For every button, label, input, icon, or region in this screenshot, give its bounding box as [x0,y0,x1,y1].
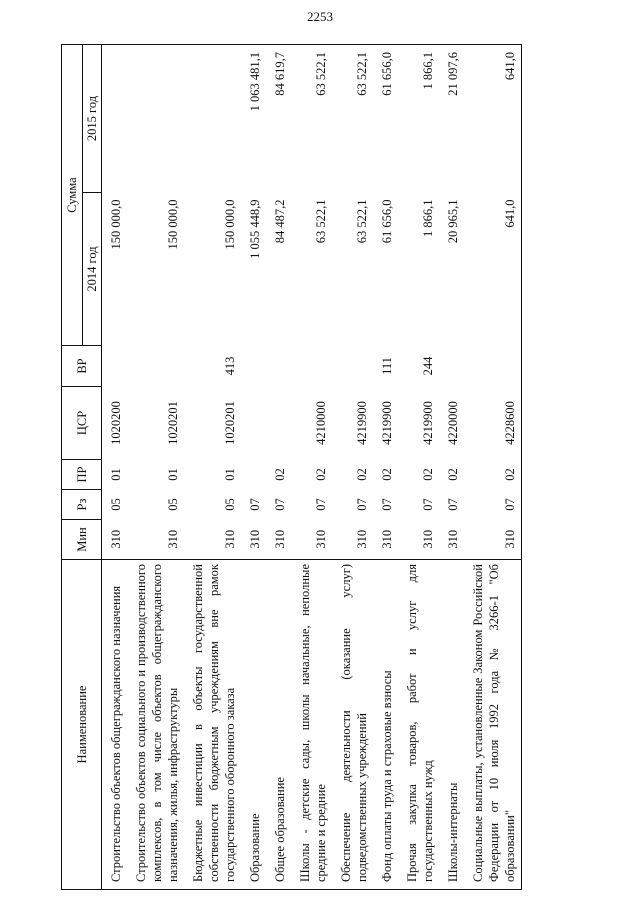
row-min: 310 [273,529,287,549]
header-rz: Рз [62,490,102,520]
row-2015: 84 619,7 [266,45,291,193]
row-2015: 1 063 481,1 [241,45,266,193]
row-rz: 05 [223,498,237,511]
row-csr: 1020200 [109,401,123,445]
row-min: 310 [355,529,369,549]
row-name: Школы - детские сады, школы начальные, неполные средние и средние [291,560,332,890]
row-min: 310 [223,529,237,549]
table-row [291,45,332,890]
table-row [464,45,522,890]
row-rz: 05 [166,498,180,511]
row-rz: 07 [314,498,328,511]
row-min: 310 [380,529,394,549]
table-row [266,45,291,890]
row-vr [439,346,464,387]
row-csr: 4219900 [380,401,394,445]
row-rz: 07 [446,498,460,511]
row-pr: 01 [223,468,237,481]
row-2015: 21 097,6 [439,45,464,193]
row-vr [241,346,266,387]
row-csr [266,387,291,460]
row-name: Строительство объектов социального и производственного комплексов, в том числе объектов общегражданского назначения, жилья, инфраструктуры [127,560,184,890]
header-csr: ЦСР [62,387,102,460]
row-name: Обеспечение деятельности (оказание услуг) подведомственных учреждений [332,560,373,890]
row-vr [102,346,128,387]
row-pr: 02 [355,468,369,481]
table-row [332,45,373,890]
row-csr: 4219900 [355,401,369,445]
table-header [62,45,102,890]
row-pr: 01 [166,468,180,481]
row-pr: 02 [464,460,522,490]
row-rz: 07 [273,498,287,511]
row-2014: 63 522,1 [314,199,328,244]
row-2015 [184,45,241,193]
row-min: 310 [421,529,435,549]
row-2014: 20 965,1 [446,199,460,244]
row-2015: 641,0 [464,45,522,193]
table-row [439,45,464,890]
row-rz: 05 [109,498,123,511]
row-vr [127,346,184,387]
row-2015: 63 522,1 [332,45,373,193]
row-name: Фонд оплаты труда и страховые взносы [373,560,398,890]
row-vr [266,346,291,387]
row-pr: 02 [314,468,328,481]
row-2015 [127,45,184,193]
row-csr: 1020201 [223,401,237,445]
table-row [127,45,184,890]
page-number: 2253 [307,9,333,24]
row-csr: 4220000 [446,401,460,445]
header-2014: 2014 год [83,193,102,346]
row-min: 310 [314,529,328,549]
row-rz: 07 [248,498,262,511]
header-sum: Сумма [62,45,83,346]
table-body [102,45,522,890]
row-vr [332,346,373,387]
row-2014: 150 000,0 [109,199,123,250]
row-vr: 244 [421,356,435,376]
budget-table [61,44,522,890]
row-pr: 02 [446,468,460,481]
header-pr: ПР [62,460,102,490]
row-min: 310 [248,529,262,549]
row-2015: 61 656,0 [373,45,398,193]
row-min: 310 [446,529,460,549]
row-pr: 02 [421,468,435,481]
row-rz: 07 [355,498,369,511]
row-name: Социальные выплаты, установленные Законом Российской Федерации от 10 июля 1992 года № 3266-1 "Об образовании" [464,560,522,890]
row-2014: 1 866,1 [421,199,435,237]
row-csr: 4228600 [464,387,522,460]
row-name: Общее образование [266,560,291,890]
row-csr: 4210000 [314,401,328,445]
row-2015 [102,45,128,193]
row-2014: 84 487,2 [273,199,287,244]
row-vr [291,346,332,387]
row-rz: 07 [421,498,435,511]
row-rz: 07 [464,490,522,520]
row-2014: 641,0 [464,193,522,346]
table-row [184,45,241,890]
row-2015: 63 522,1 [291,45,332,193]
row-rz: 07 [380,498,394,511]
row-csr: 1020201 [166,401,180,445]
row-vr: 111 [380,357,394,375]
row-pr: 01 [109,468,123,481]
row-pr: 02 [273,468,287,481]
row-csr: 4219900 [421,401,435,445]
row-vr [464,346,522,387]
header-vr: ВР [62,346,102,387]
table-row [373,45,398,890]
row-vr: 413 [223,356,237,376]
row-2014: 150 000,0 [223,199,237,250]
header-name: Наименование [62,560,102,890]
row-name: Школы-интернаты [439,560,464,890]
row-min: 310 [464,520,522,560]
row-2014: 1 055 448,9 [248,199,262,259]
row-2014: 63 522,1 [355,199,369,244]
row-name: Прочая закупка товаров, работ и услуг для государственных нужд [398,560,439,890]
row-name: Бюджетные инвестиции в объекты государственной собственности бюджетным учреждениям вне рамок государственного оборонного заказа [184,560,241,890]
table-row [102,45,128,890]
rotated-page-content [61,45,592,890]
header-min: Мин [62,520,102,560]
row-pr [241,460,266,490]
row-pr: 02 [380,468,394,481]
row-2015: 1 866,1 [398,45,439,193]
row-name: Образование [241,560,266,890]
row-min: 310 [166,529,180,549]
header-2015: 2015 год [83,45,102,193]
row-csr [241,387,266,460]
row-min: 310 [109,529,123,549]
row-2014: 61 656,0 [380,199,394,244]
row-name: Строительство объектов общегражданского назначения [102,560,128,890]
table-row [398,45,439,890]
row-2014: 150 000,0 [166,199,180,250]
table-row [241,45,266,890]
